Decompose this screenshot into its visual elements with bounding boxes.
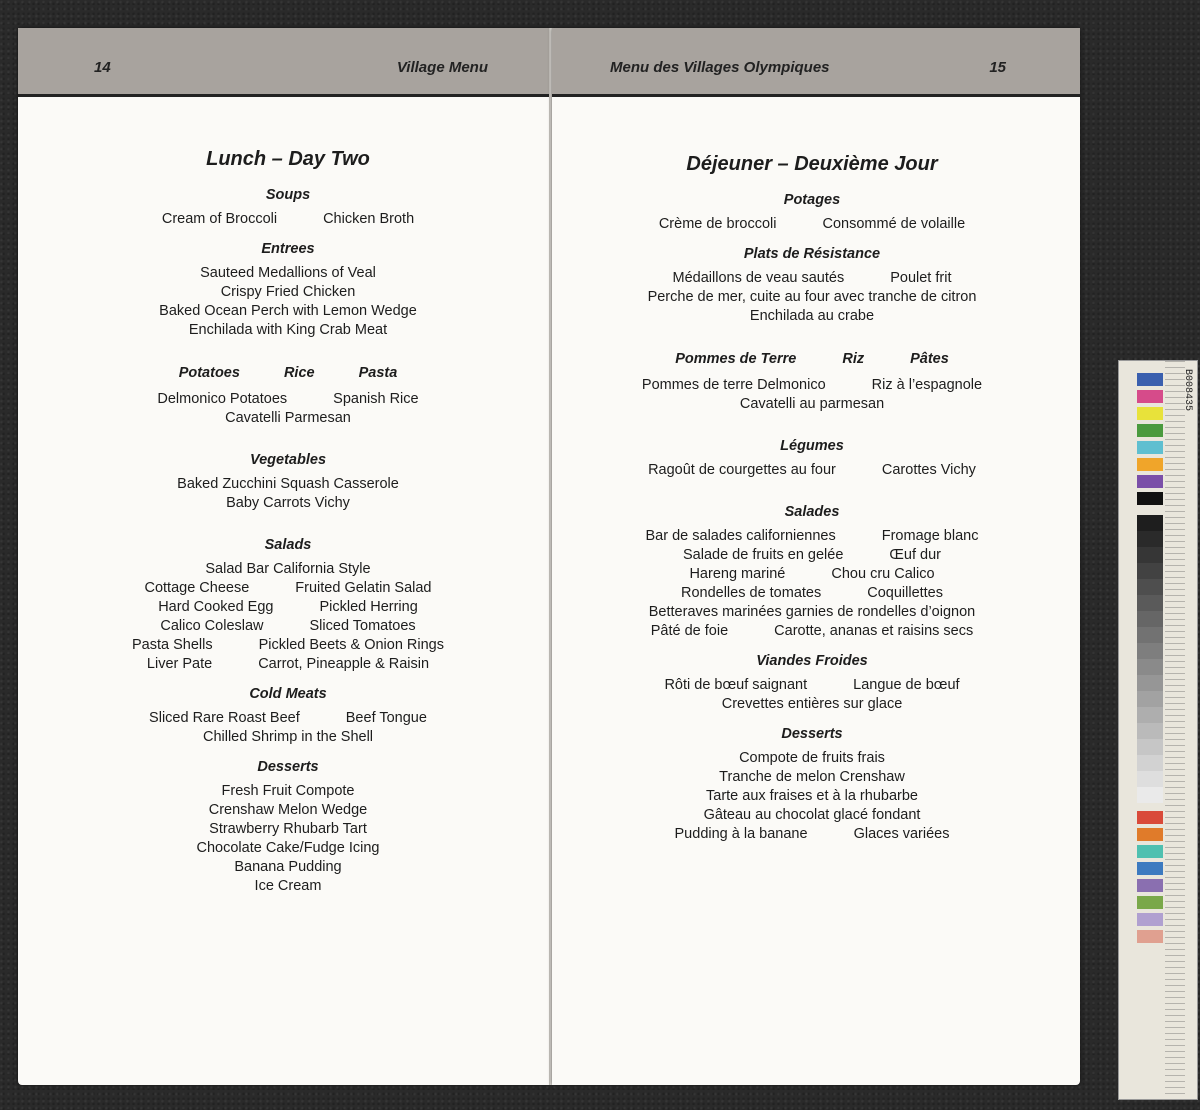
- color-swatch: [1137, 475, 1163, 488]
- menu-item: Salade de fruits en gelée: [682, 547, 844, 563]
- menu-item: Rondelles de tomates: [680, 585, 822, 601]
- color-swatch: [1137, 811, 1163, 824]
- color-swatch: [1137, 930, 1163, 943]
- menu-item: Pickled Beets & Onion Rings: [258, 637, 444, 653]
- menu-item: Coquillettes: [867, 585, 943, 601]
- menu-item: Chilled Shrimp in the Shell: [202, 729, 374, 745]
- menu-item: Crenshaw Melon Wedge: [208, 802, 368, 818]
- color-swatch: [1137, 879, 1163, 892]
- color-swatch: [1137, 828, 1163, 841]
- header-title: Village Menu: [396, 59, 488, 76]
- gray-swatch: [1137, 627, 1163, 643]
- menu-item: Crevettes entières sur glace: [721, 696, 903, 712]
- color-swatch: [1137, 441, 1163, 454]
- menu-item: Carottes Vichy: [881, 462, 976, 478]
- gray-swatch: [1137, 531, 1163, 547]
- menu-item: Spanish Rice: [333, 391, 419, 407]
- menu-column-english: [98, 148, 478, 896]
- menu-item: Chou cru Calico: [831, 566, 935, 582]
- menu-item: Crispy Fried Chicken: [220, 284, 356, 300]
- section-heading-pasta: Pasta: [358, 365, 398, 381]
- menu-item: Ice Cream: [254, 878, 322, 894]
- section-heading-salads: Salads: [264, 537, 312, 553]
- menu-item: Compote de fruits frais: [739, 750, 885, 766]
- menu-item: Chocolate Cake/Fudge Icing: [196, 840, 380, 856]
- gray-swatch: [1137, 755, 1163, 771]
- menu-title: Déjeuner – Deuxième Jour: [686, 153, 938, 175]
- gray-swatch: [1137, 691, 1163, 707]
- menu-item: Carotte, ananas et raisins secs: [774, 623, 974, 639]
- menu-item: Sliced Tomatoes: [309, 618, 416, 634]
- section-heading-rice: Riz: [842, 351, 865, 367]
- section-heading-soups: Soups: [265, 187, 311, 203]
- right-page: [552, 28, 1080, 1085]
- menu-item: Carrot, Pineapple & Raisin: [258, 656, 430, 672]
- section-heading-cold-meats: Cold Meats: [249, 686, 327, 702]
- menu-item: Sliced Rare Roast Beef: [149, 710, 300, 726]
- color-calibration-target: [1118, 360, 1198, 1100]
- menu-item: Consommé de volaille: [822, 216, 966, 232]
- gray-swatch: [1137, 771, 1163, 787]
- menu-item: Fresh Fruit Compote: [221, 783, 355, 799]
- menu-item: Fruited Gelatin Salad: [295, 580, 432, 596]
- menu-item: Cream of Broccoli: [161, 211, 278, 227]
- menu-item: Gâteau au chocolat glacé fondant: [703, 807, 921, 823]
- gray-swatch: [1137, 707, 1163, 723]
- left-page-header: [18, 28, 550, 97]
- section-heading-rice: Rice: [283, 365, 315, 381]
- color-swatch: [1137, 913, 1163, 926]
- section-heading-potatoes: Potatoes: [178, 365, 240, 381]
- section-heading-vegetables: Vegetables: [249, 452, 327, 468]
- menu-item: Médaillons de veau sautés: [672, 270, 845, 286]
- menu-item: Enchilada with King Crab Meat: [188, 322, 388, 338]
- gray-swatch: [1137, 787, 1163, 803]
- gray-swatch: [1137, 547, 1163, 563]
- menu-item: Pudding à la banane: [674, 826, 808, 842]
- menu-item: Pâté de foie: [650, 623, 729, 639]
- menu-item: Pommes de terre Delmonico: [641, 377, 826, 393]
- menu-item: Ragoût de courgettes au four: [648, 462, 836, 478]
- color-swatch: [1137, 458, 1163, 471]
- section-heading-entrees: Plats de Résistance: [743, 246, 881, 262]
- menu-item: Banana Pudding: [234, 859, 342, 875]
- left-page: [18, 28, 550, 1085]
- page-number: 15: [989, 59, 1006, 76]
- section-heading-entrees: Entrees: [261, 241, 315, 257]
- header-title: Menu des Villages Olympiques: [610, 59, 830, 76]
- menu-item: Baked Ocean Perch with Lemon Wedge: [159, 303, 417, 319]
- section-heading-cold-meats: Viandes Froides: [756, 653, 868, 669]
- color-swatch: [1137, 390, 1163, 403]
- section-heading-pasta: Pâtes: [910, 351, 949, 367]
- section-heading-desserts: Desserts: [781, 726, 843, 742]
- menu-item: Langue de bœuf: [853, 677, 960, 693]
- section-heading-soups: Potages: [783, 192, 841, 208]
- menu-item: Enchilada au crabe: [749, 308, 875, 324]
- menu-item: Glaces variées: [853, 826, 950, 842]
- menu-item: Fromage blanc: [881, 528, 979, 544]
- gray-swatch: [1137, 739, 1163, 755]
- menu-column-french: [592, 153, 1032, 844]
- gray-swatch: [1137, 659, 1163, 675]
- menu-item: Cottage Cheese: [144, 580, 250, 596]
- menu-item: Tranche de melon Crenshaw: [719, 769, 905, 785]
- menu-item: Cavatelli Parmesan: [225, 410, 351, 426]
- color-swatch: [1137, 407, 1163, 420]
- section-heading-vegetables: Légumes: [780, 438, 844, 454]
- menu-item: Bar de salades californiennes: [645, 528, 836, 544]
- menu-item: Tarte aux fraises et à la rhubarbe: [706, 788, 918, 804]
- menu-title: Lunch – Day Two: [206, 148, 370, 170]
- menu-item: Perche de mer, cuite au four avec tranche de citron: [647, 289, 977, 305]
- menu-item: Sauteed Medallions of Veal: [200, 265, 376, 281]
- menu-item: Liver Pate: [146, 656, 213, 672]
- menu-item: Hareng mariné: [689, 566, 786, 582]
- color-swatch: [1137, 424, 1163, 437]
- section-heading-salads: Salades: [784, 504, 840, 520]
- page-number: 14: [94, 59, 111, 76]
- menu-item: Crème de broccoli: [658, 216, 777, 232]
- gray-swatch: [1137, 675, 1163, 691]
- gray-swatch: [1137, 563, 1163, 579]
- menu-item: Riz à l’espagnole: [871, 377, 983, 393]
- gray-swatch: [1137, 643, 1163, 659]
- menu-item: Beef Tongue: [345, 710, 427, 726]
- menu-item: Betteraves marinées garnies de rondelles d’oignon: [648, 604, 976, 620]
- color-swatch: [1137, 373, 1163, 386]
- menu-item: Poulet frit: [890, 270, 952, 286]
- menu-item: Salad Bar California Style: [205, 561, 371, 577]
- menu-item: Cavatelli au parmesan: [739, 396, 885, 412]
- menu-item: Pickled Herring: [319, 599, 418, 615]
- gray-swatch: [1137, 595, 1163, 611]
- color-swatch: [1137, 845, 1163, 858]
- menu-item: Rôti de bœuf saignant: [664, 677, 808, 693]
- menu-item: Baked Zucchini Squash Casserole: [177, 476, 399, 492]
- gray-swatch: [1137, 611, 1163, 627]
- menu-item: Chicken Broth: [323, 211, 415, 227]
- ruler-ticks: [1165, 361, 1185, 1099]
- color-swatch: [1137, 896, 1163, 909]
- gray-swatch: [1137, 579, 1163, 595]
- menu-item: Hard Cooked Egg: [158, 599, 274, 615]
- menu-item: Pasta Shells: [132, 637, 213, 653]
- target-label: B008435: [1182, 369, 1193, 412]
- right-page-header: [552, 28, 1080, 97]
- menu-item: Strawberry Rhubarb Tart: [209, 821, 367, 837]
- color-swatch: [1137, 492, 1163, 505]
- menu-item: Calico Coleslaw: [160, 618, 264, 634]
- section-heading-desserts: Desserts: [257, 759, 319, 775]
- menu-item: Delmonico Potatoes: [157, 391, 288, 407]
- gray-swatch: [1137, 723, 1163, 739]
- menu-item: Œuf dur: [889, 547, 941, 563]
- menu-item: Baby Carrots Vichy: [226, 495, 350, 511]
- color-swatch: [1137, 862, 1163, 875]
- section-heading-potatoes: Pommes de Terre: [675, 351, 797, 367]
- gray-swatch: [1137, 515, 1163, 531]
